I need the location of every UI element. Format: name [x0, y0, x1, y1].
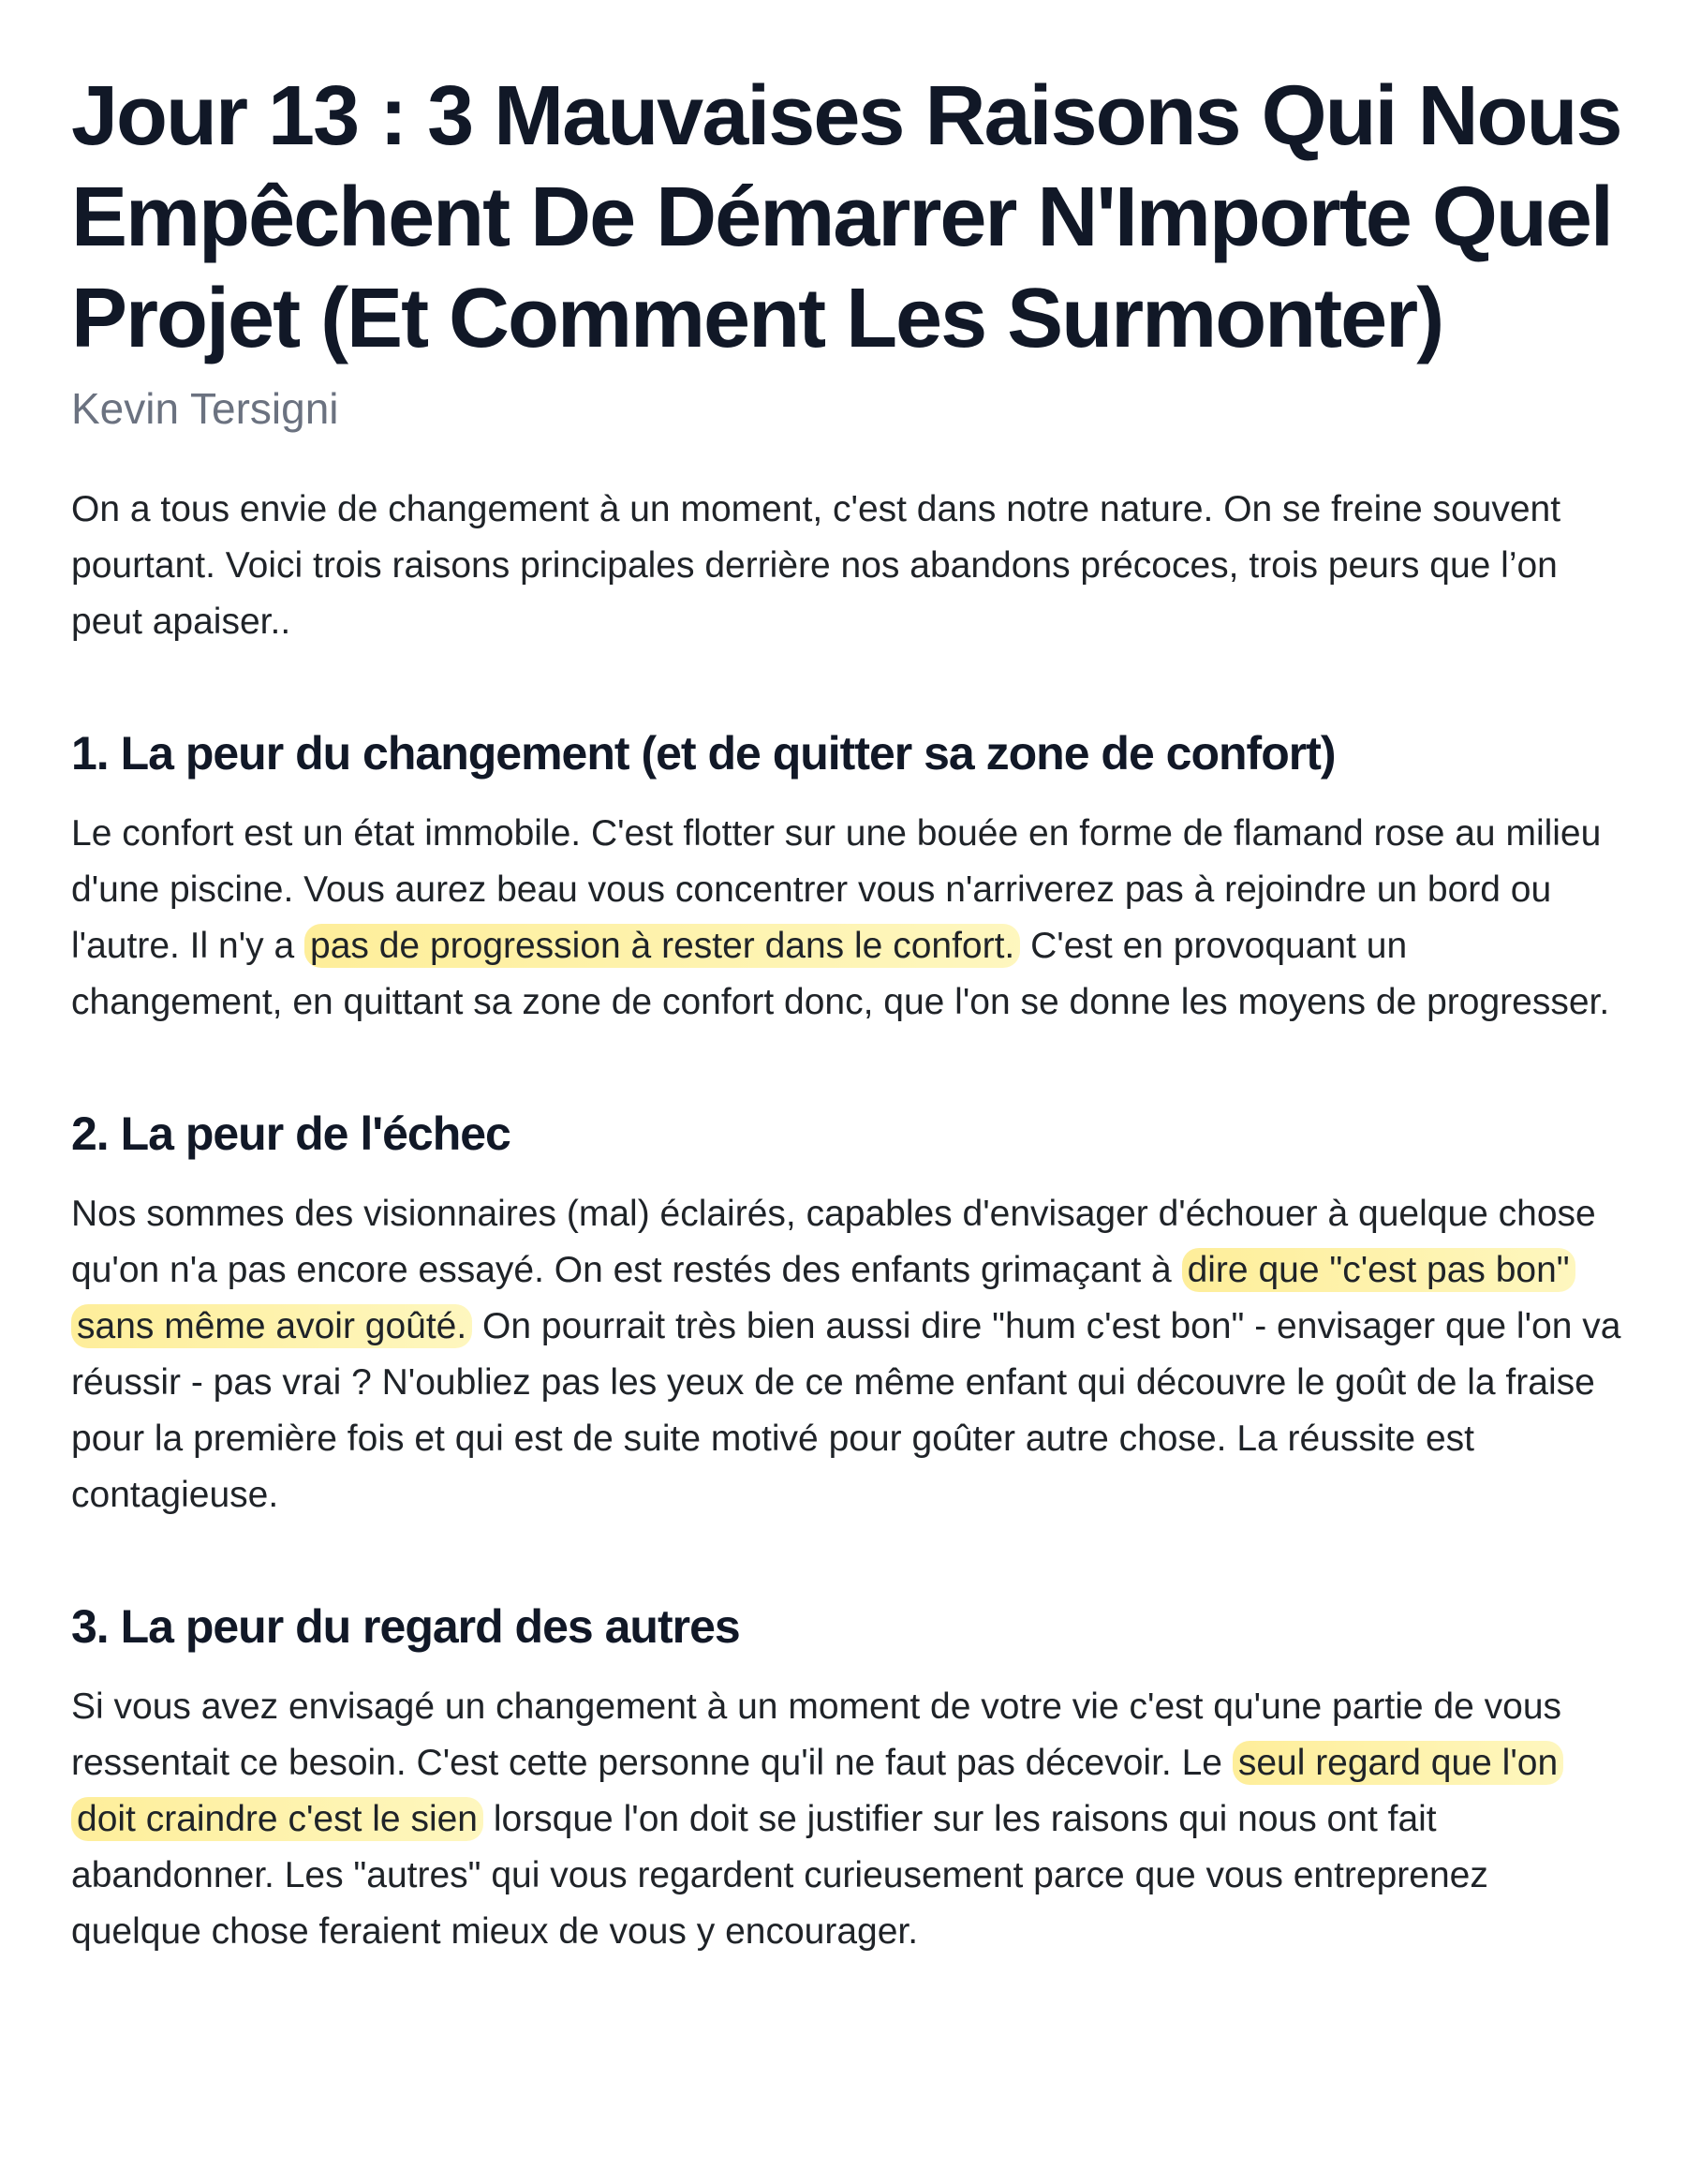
highlighted-text: dire que "c'est pas bon" sans même avoir goûté.: [71, 1248, 1575, 1348]
section-body-1: [71, 806, 1626, 1031]
section-text-after: On pourrait très bien aussi dire "hum c'est bon" - envisager que l'on va réussir - pas vrai ? N'oubliez pas les yeux de ce même enfant qui découvre le goût de la fraise pour la première fois et qui est de suite motivé pour goûter autre chose. La réussite est contagieuse.: [71, 1306, 1621, 1515]
section-heading-1: 1. La peur du changement (et de quitter sa zone de confort): [71, 727, 1336, 780]
section-heading-2: 2. La peur de l'échec: [71, 1107, 510, 1160]
section-text-before: Nos sommes des visionnaires (mal) éclairés, capables d'envisager d'échouer à quelque chose qu'on n'a pas encore essayé. On est restés des enfants grimaçant à: [71, 1194, 1596, 1290]
article-author: Kevin Tersigni: [71, 384, 339, 433]
article: [71, 66, 1626, 1960]
section-text-before: Le confort est un état immobile. C'est flotter sur une bouée en forme de flamand rose au milieu d'une piscine. Vous aurez beau vous concentrer vous n'arriverez pas à rejoindre un bord ou l'autre. Il n'y a: [71, 813, 1602, 966]
highlighted-text: seul regard que l'on doit craindre c'est le sien: [71, 1741, 1563, 1841]
section-text-after: C'est en provoquant un changement, en quittant sa zone de confort donc, que l'on se donne les moyens de progresser.: [71, 926, 1610, 1022]
section-body-2: [71, 1186, 1626, 1523]
highlighted-text: pas de progression à rester dans le confort.: [304, 924, 1020, 968]
section-body-3: [71, 1679, 1626, 1960]
section-heading-3: 3. La peur du regard des autres: [71, 1600, 740, 1653]
section-text-before: Si vous avez envisagé un changement à un moment de votre vie c'est qu'une partie de vous ressentait ce besoin. C'est cette personne qu'il ne faut pas décevoir. Le: [71, 1686, 1562, 1783]
article-intro: On a tous envie de changement à un moment, c'est dans notre nature. On se freine souvent pourtant. Voici trois raisons principales derrière nos abandons précoces, trois peurs que l’on peut apaiser..: [71, 489, 1561, 642]
article-title: Jour 13 : 3 Mauvaises Raisons Qui Nous Empêchent De Démarrer N'Importe Quel Projet (Et Comment Les Surmonter): [71, 69, 1621, 365]
section-text-after: lorsque l'on doit se justifier sur les raisons qui nous ont fait abandonner. Les "autres" qui vous regardent curieusement parce que vous entreprenez quelque chose feraient mieux de vous y encourager.: [71, 1799, 1488, 1952]
